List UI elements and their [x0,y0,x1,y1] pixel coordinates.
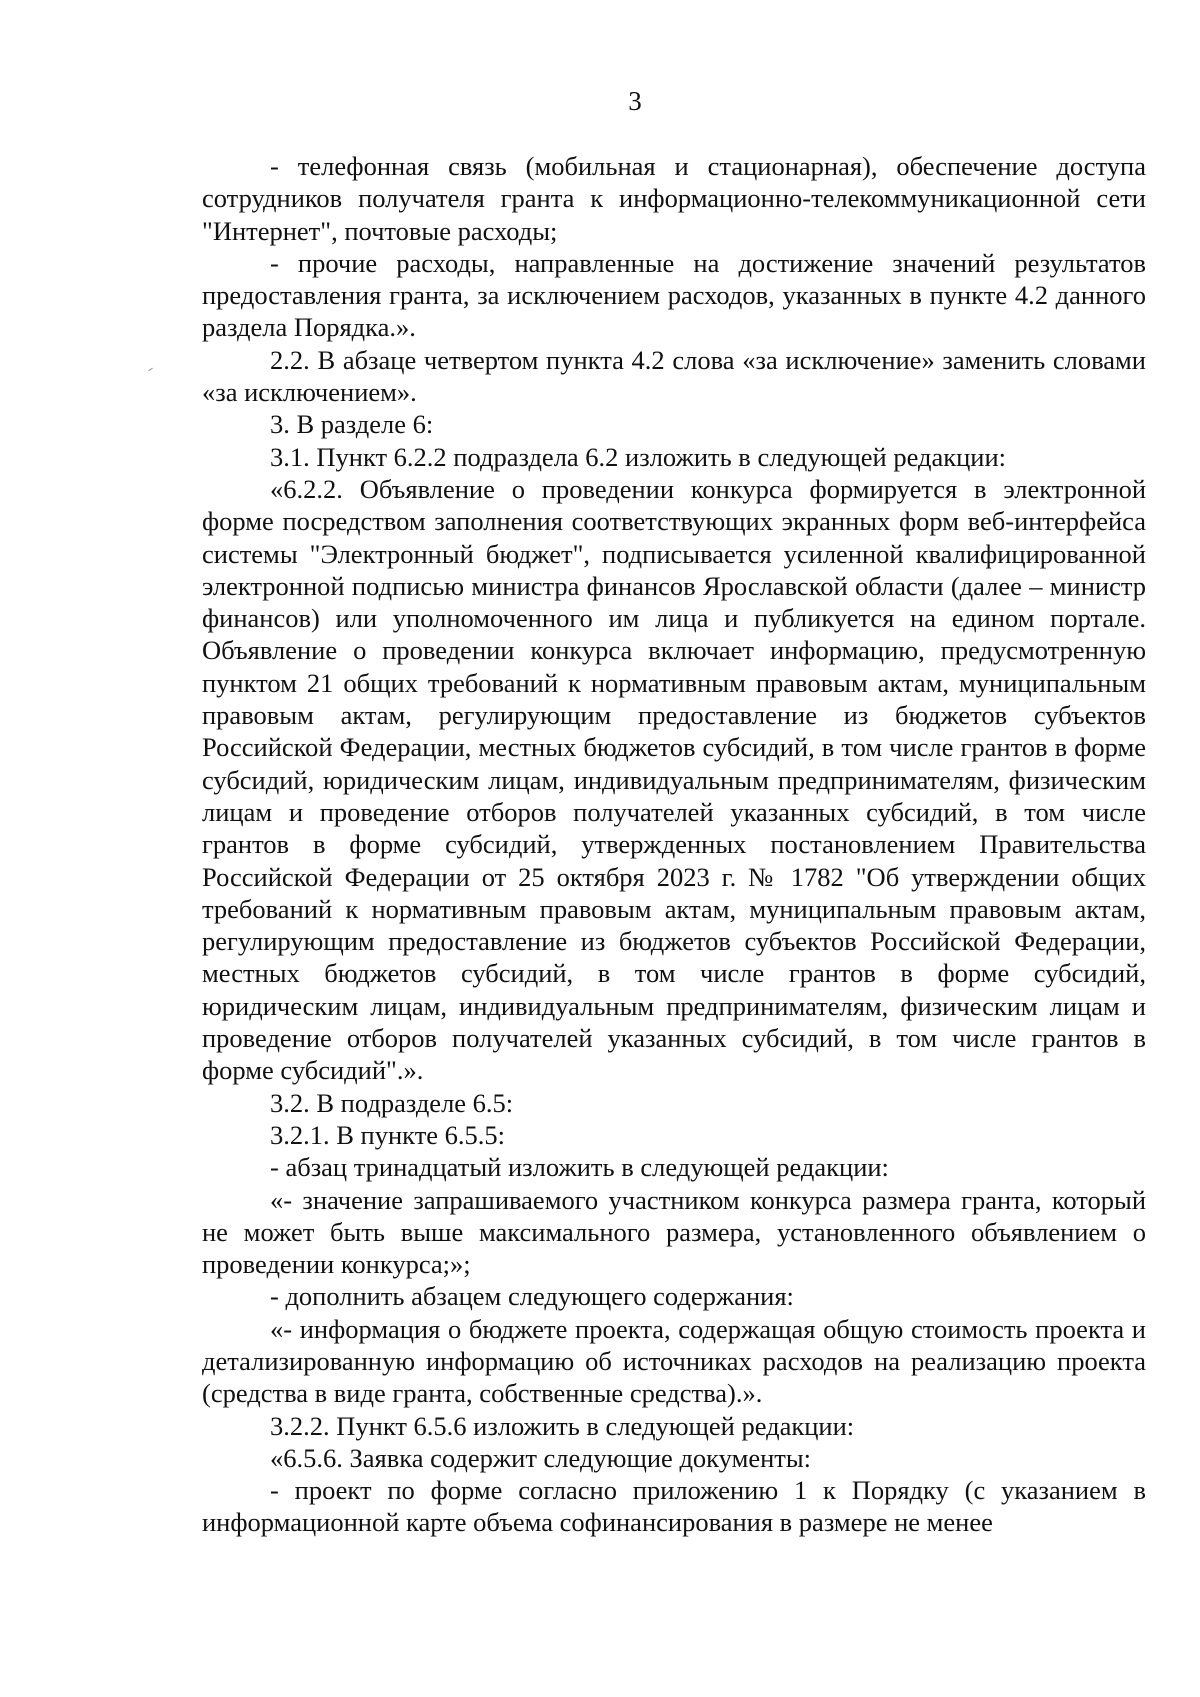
paragraph-item-3-1: 3.1. Пункт 6.2.2 подраздела 6.2 изложить в следующей редакции: [270,441,1007,472]
paragraph-item-6-5-6: «6.5.6. Заявка содержит следующие документы: [270,1442,812,1473]
paragraph-item-6-2-2-text: «6.2.2. Объявление о проведении конкурса формируется в электронной форме посредством заполнения соответствующих экранных форм веб-интерфейса системы "Электронный бюджет", подписывается усиленной квалифицированной электронной подписью министра финансов Ярославской области (далее – министр финансов) или уполномоченного им лица и публикуется на едином портале. Объявление о проведении конкурса включает информацию, предусмотренную пунктом 21 общих требований к нормативным правовым актам, муниципальным правовым актам, регулирующим предоставление из бюджетов субъектов Российской Федерации, местных бюджетов субсидий, в том числе грантов в форме субсидий, юридическим лицам, индивидуальным предпринимателям, физическим лицам и проведение отборов получателей указанных субсидий, в том числе грантов в форме субсидий, утвержденных постановлением Правительства Российской Федерации от 25 октября 2023 г. № 1782 "Об утверждении общих требований к нормативным правовым актам, муниципальным правовым актам, регулирующим предоставление из бюджетов субъектов Российской Федерации, местных бюджетов субсидий, в том числе грантов в форме субсидий, юридическим лицам, индивидуальным предпринимателям, физическим лицам и проведение отборов получателей указанных субсидий, в том числе грантов в форме субсидий".». [202,473,1146,1086]
paragraph-project-budget-info: «- информация о бюджете проекта, содержащая общую стоимость проекта и детализированную информацию об источниках расходов на реализацию проекта (средства в виде гранта, собственные средства).». [202,1313,1146,1409]
paragraph-thirteenth-abzac: - абзац тринадцатый изложить в следующей редакции: [270,1152,889,1183]
paragraph-telephone-expenses: - телефонная связь (мобильная и стационарная), обеспечение доступа сотрудников получателя гранта к информационно-телекоммуникационной сети "Интернет", почтовые расходы; [202,151,1146,246]
paragraph-other-expenses: - прочие расходы, направленные на достижение значений результатов предоставления гранта, за исключением расходов, указанных в пункте 4.2 данного раздела Порядка.». [202,247,1146,343]
paragraph-item-3-2-1: 3.2.1. В пункте 6.5.5: [270,1119,506,1150]
paragraph-grant-size-value: «- значение запрашиваемого участником конкурса размера гранта, который не может быть выше максимального размера, установленного объявлением о проведении конкурса;»; [202,1184,1146,1280]
paragraph-item-3: 3. В разделе 6: [270,409,434,440]
page-number: 3 [628,86,642,116]
document-body [202,150,1146,1539]
paragraph-project-form: - проект по форме согласно приложению 1 к Порядку (с указанием в информационной карте объема софинансирования в размере не менее [202,1475,1146,1538]
paragraph-add-abzac: - дополнить абзацем следующего содержания: [270,1281,794,1312]
paragraph-item-2-2: 2.2. В абзаце четвертом пункта 4.2 слова «за исключение» заменить словами «за исключением». [202,344,1146,408]
paragraph-item-3-2-2: 3.2.2. Пункт 6.5.6 изложить в следующей редакции: [270,1410,855,1441]
scan-artifact-mark [148,368,153,372]
paragraph-item-3-2: 3.2. В подразделе 6.5: [270,1087,514,1118]
